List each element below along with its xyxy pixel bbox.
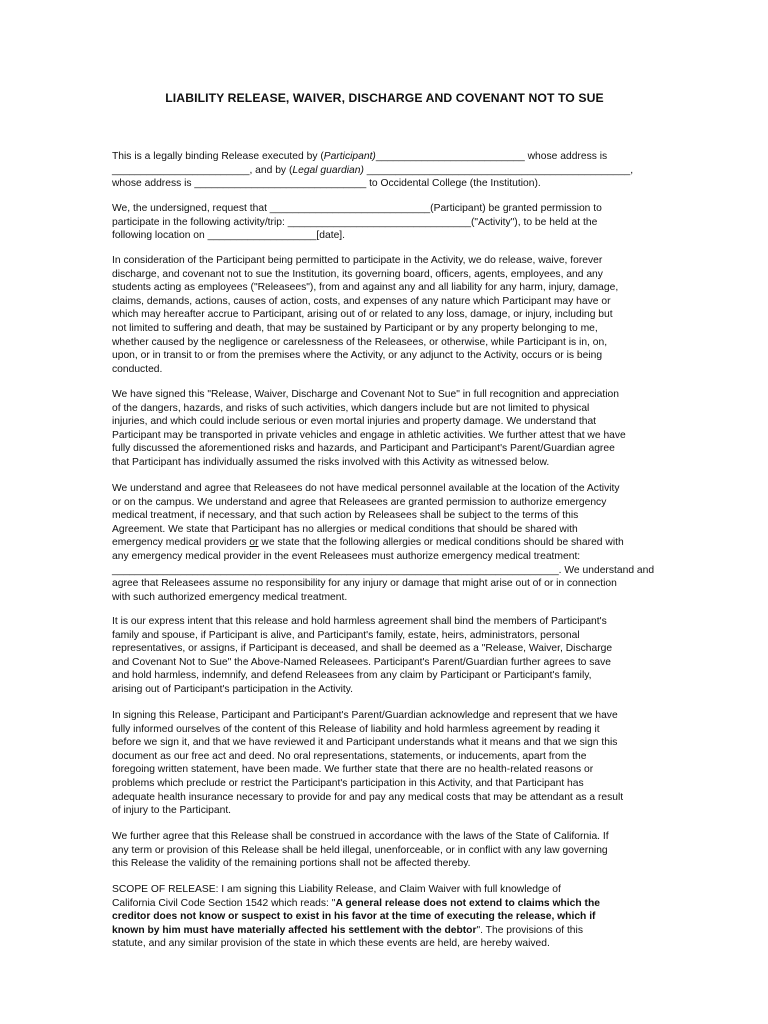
text-line: fully informed ourselves of the content of this Release of liability and hold harmless agreement by reading it: [112, 723, 600, 735]
paragraph-parties: [112, 150, 657, 191]
text-line: and Covenant Not to Sue" the Above-Named Releasees. Participant's Parent/Guardian further agrees to save: [112, 656, 612, 668]
paragraph-request: [112, 202, 657, 243]
text-line: before we sign it, and that we have reviewed it and Participant understands what it means and that we sign this: [112, 737, 618, 749]
text-line: SCOPE OF RELEASE: I am signing this Liability Release, and Claim Waiver with full knowledge of: [112, 884, 561, 895]
text-line: representatives, or assigns, if Participant is deceased, and shall be deemed as a "Release, Waiver, Discharge: [112, 643, 613, 655]
text-line: statute, and any similar provision of the state in which these events are held, are hereby waived.: [112, 938, 550, 950]
text-line: which may hereafter accrue to Participant, arising out of or related to any loss, damage, or injury, including but: [112, 309, 613, 321]
text-line: students acting as employees ("Releasees"), from and against any and all liability for any harm, injury, damage,: [112, 282, 619, 294]
text-line: Participant may be transported in private vehicles and engage in athletic activities. We further attest that we have: [112, 429, 626, 441]
text-line: It is our express intent that this release and hold harmless agreement shall bind the members of Participant's: [112, 616, 607, 627]
text-line: this Release the validity of the remaining portions shall not be affected thereby.: [112, 858, 471, 870]
text-line: family and spouse, if Participant is alive, and Participant's family, estate, heirs, administrators, personal: [112, 629, 580, 641]
text-line: ______________________________________________________________________________. We understand and: [112, 564, 655, 576]
text-line: adequate health insurance necessary to provide for and pay any medical costs that may be attendant as a result: [112, 791, 624, 803]
document-title: LIABILITY RELEASE, WAIVER, DISCHARGE AND COVENANT NOT TO SUE: [165, 91, 604, 105]
paragraph-intent: [112, 615, 657, 697]
paragraph-medical: [112, 482, 657, 604]
text-line: foregoing written statement, have been made. We further state that there are no health-related reasons or: [112, 764, 594, 776]
text-line: any term or provision of this Release shall be held illegal, unenforceable, or in conflict with any law governing: [112, 844, 608, 856]
paragraph-governing-law: [112, 830, 657, 871]
text-line: whose address is ______________________________ to Occidental College (the Institution).: [112, 178, 541, 190]
text-line: problems which preclude or restrict the Participant's participation in this Activity, and that Participant has: [112, 777, 584, 789]
text-line: of the dangers, hazards, and risks of such activities, which dangers include but are not limited to physical: [112, 402, 590, 414]
text-line: We, the undersigned, request that ____________________________(Participant) be granted permission to: [112, 203, 602, 214]
paragraph-consideration: [112, 254, 657, 376]
text-line: document as our free act and deed. No oral representations, statements, or inducements, apart from the: [112, 750, 587, 762]
text-line: agree that Releasees assume no responsibility for any injury or damage that might arise out of or in connection: [112, 578, 617, 590]
text-line: that Participant has individually assumed the risks involved with this Activity as witnessed below.: [112, 456, 550, 468]
text-line: In consideration of the Participant being permitted to participate in the Activity, we do release, waive, forever: [112, 255, 603, 266]
text-line: not limited to suffering and death, that may be sustained by Participant or by any property belonging to me,: [112, 322, 598, 334]
text-line: injuries, and which could include serious or even mortal injuries and property damage. We understand that: [112, 416, 597, 428]
paragraph-recognition: [112, 388, 657, 470]
text-line: In signing this Release, Participant and Participant's Parent/Guardian acknowledge and represent that we have: [112, 710, 618, 721]
text-line: with such authorized emergency medical treatment.: [112, 591, 348, 603]
text-line: fully discussed the aforementioned risks and hazards, and Participant and Participant's Parent/Guardian agree: [112, 443, 615, 455]
text-line: arising out of Participant's participation in the Activity.: [112, 683, 354, 695]
text-line: We have signed this "Release, Waiver, Discharge and Covenant Not to Sue" in full recognition and appreciation: [112, 389, 620, 400]
text-line: following location on ___________________[date].: [112, 230, 346, 242]
text-line: ________________________, and by (Legal guardian) ______________________________________________,: [112, 164, 634, 176]
text-line: discharge, and covenant not to sue the Institution, its governing board, officers, agents, employees, and any: [112, 268, 603, 280]
text-line: creditor does not know or suspect to exist in his favor at the time of executing the release, which if: [112, 911, 596, 923]
text-line: This is a legally binding Release executed by (Participant)__________________________ whose address is: [112, 151, 608, 162]
text-line: conducted.: [112, 363, 163, 375]
text-line: participate in the following activity/trip: ________________________________("Activity"), to be held at the: [112, 216, 598, 228]
text-line: any emergency medical provider in the event Releasees must authorize emergency medical treatment:: [112, 550, 581, 562]
paragraph-acknowledgement: [112, 709, 657, 818]
text-line: and hold harmless, indemnify, and defend Releasees from any claim by Participant or Participant's family,: [112, 670, 592, 682]
text-line: We further agree that this Release shall be construed in accordance with the laws of the State of California. If: [112, 831, 609, 842]
text-line: claims, demands, actions, causes of action, costs, and expenses of any nature which Participant may have or: [112, 295, 611, 307]
text-line: emergency medical providers or we state that the following allergies or medical conditions should be shared with: [112, 537, 624, 549]
text-line: California Civil Code Section 1542 which reads: "A general release does not extend to claims which the: [112, 897, 600, 909]
text-line: We understand and agree that Releasees do not have medical personnel available at the location of the Activity: [112, 483, 620, 494]
text-line: of injury to the Participant.: [112, 805, 232, 817]
text-line: known by him must have materially affected his settlement with the debtor". The provisions of this: [112, 924, 583, 936]
text-line: upon, or in transit to or from the premises where the Activity, or any adjunct to the Activity, occurs or is being: [112, 350, 603, 362]
text-line: Agreement. We state that Participant has no allergies or medical conditions that should be shared with: [112, 523, 578, 535]
text-line: medical treatment, if necessary, and that such action by Releasees shall be subject to the terms of this: [112, 510, 579, 522]
text-line: whether caused by the negligence or carelessness of the Releasees, or otherwise, while Participant is in, on,: [112, 336, 608, 348]
text-line: or on the campus. We understand and agree that Releasees are granted permission to authorize emergency: [112, 496, 607, 508]
paragraph-scope-of-release: [112, 883, 657, 951]
